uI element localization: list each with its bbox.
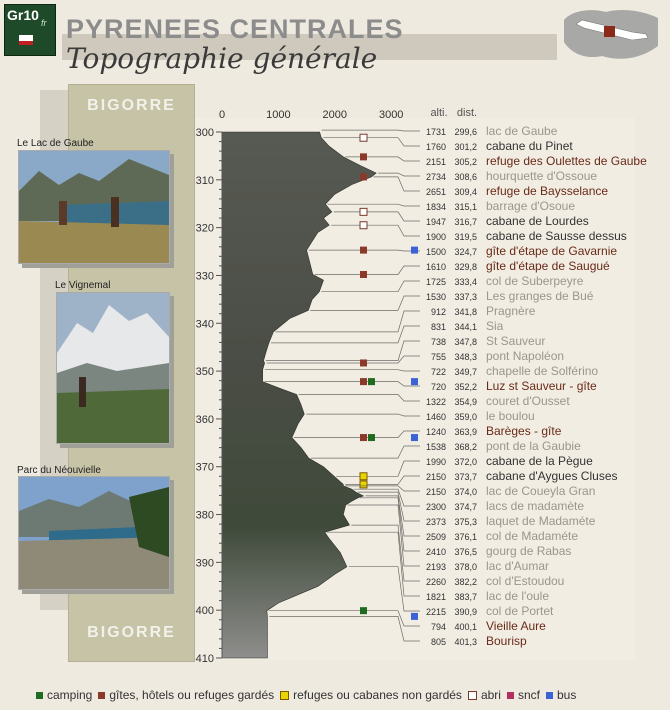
abri-marker	[360, 134, 367, 141]
y-tick-label: 370	[195, 461, 214, 474]
stop-distance: 378,0	[454, 562, 477, 572]
stop-altitude: 1460	[425, 412, 446, 422]
stop-distance: 363,9	[454, 427, 477, 437]
legend-label: abri	[480, 688, 501, 702]
stop-altitude: 1240	[425, 427, 446, 437]
photo-caption-vignemal: Le Vignemal	[55, 280, 111, 291]
legend-label: gîtes, hôtels ou refuges gardés	[109, 688, 275, 702]
stop-altitude: 755	[430, 352, 446, 362]
legend-label: refuges ou cabanes non gardés	[293, 688, 462, 702]
x-tick-label: 0	[218, 109, 226, 121]
stop-distance: 373,7	[454, 472, 477, 482]
stop-name: cabane de la Pègue	[486, 454, 593, 468]
gite-marker	[360, 378, 367, 385]
stop-name: le boulou	[486, 409, 535, 423]
stop-altitude: 1530	[425, 292, 446, 302]
abri-marker	[360, 222, 367, 229]
alt-column-header: alti.	[430, 107, 448, 119]
stop-name: hourquette d'Ossoue	[486, 169, 598, 183]
stop-altitude: 805	[430, 637, 446, 647]
stop-distance: 308,6	[454, 172, 477, 182]
stop-distance: 383,7	[454, 592, 477, 602]
sncf-legend-swatch	[507, 692, 514, 699]
stop-altitude: 2373	[425, 517, 446, 527]
abri-legend-swatch	[468, 691, 477, 700]
stop-name: laquet de Madaméte	[486, 514, 596, 528]
stop-distance: 348,3	[454, 352, 477, 362]
abri-marker	[360, 208, 367, 215]
stop-name: col d'Estoudou	[486, 574, 565, 588]
stop-name: couret d'Ousset	[486, 394, 570, 408]
stop-altitude: 2410	[425, 547, 446, 557]
bus-marker	[411, 613, 418, 620]
stop-altitude: 1990	[425, 457, 446, 467]
stop-distance: 333,4	[454, 277, 477, 287]
stop-distance: 319,5	[454, 232, 477, 242]
stop-distance: 301,2	[454, 142, 477, 152]
stop-distance: 368,2	[454, 442, 477, 452]
stop-name: refuge de Baysselance	[486, 184, 609, 198]
stop-name: gourg de Rabas	[486, 544, 572, 558]
stop-name: Luz st Sauveur - gîte	[486, 379, 597, 393]
stop-altitude: 1821	[425, 592, 446, 602]
stop-name: refuge des Oulettes de Gaube	[486, 154, 647, 168]
stop-name: lac de Gaube	[486, 124, 558, 138]
stop-name: barrage d'Osoue	[486, 199, 576, 213]
stop-distance: 400,1	[454, 622, 477, 632]
stop-name: Sia	[486, 319, 504, 333]
stop-distance: 354,9	[454, 397, 477, 407]
x-tick-label: 2000	[322, 109, 348, 121]
stop-altitude: 738	[430, 337, 446, 347]
stop-distance: 305,2	[454, 157, 477, 167]
refuge-non-garde-legend-swatch	[280, 691, 289, 700]
stop-name: Pragnère	[486, 304, 536, 318]
y-tick-label: 360	[195, 413, 214, 426]
stop-name: gîte d'étape de Gavarnie	[486, 244, 618, 258]
y-tick-label: 380	[195, 509, 214, 522]
stop-distance: 299,6	[454, 127, 477, 137]
gite-marker	[360, 434, 367, 441]
stop-name: Barèges - gîte	[486, 424, 562, 438]
camping-legend-swatch	[36, 692, 43, 699]
stop-altitude: 720	[430, 382, 446, 392]
page-subtitle: Topographie générale	[66, 42, 378, 75]
stop-name: col de Suberpeyre	[486, 274, 584, 288]
y-tick-label: 310	[195, 174, 214, 187]
region-label-bottom: BIGORRE	[87, 624, 176, 641]
stop-altitude: 1500	[425, 247, 446, 257]
stop-distance: 315,1	[454, 202, 477, 212]
stop-altitude: 2193	[425, 562, 446, 572]
stop-name: lac de l'oule	[486, 589, 549, 603]
stop-distance: 376,1	[454, 532, 477, 542]
stop-altitude: 1834	[425, 202, 446, 212]
logo-sub: fr	[41, 18, 47, 28]
photo-caption-neouvielle: Parc du Néouvielle	[17, 465, 101, 476]
stop-altitude: 794	[430, 622, 446, 632]
stop-altitude: 1725	[425, 277, 446, 287]
stop-distance: 374,0	[454, 487, 477, 497]
logo-text: Gr10	[7, 7, 39, 23]
stop-altitude: 1610	[425, 262, 446, 272]
stop-altitude: 2651	[425, 187, 446, 197]
stop-altitude: 1900	[425, 232, 446, 242]
stop-altitude: 831	[430, 322, 446, 332]
stop-name: cabane du Pinet	[486, 139, 573, 153]
stop-distance: 324,7	[454, 247, 477, 257]
stop-distance: 349,7	[454, 367, 477, 377]
stop-distance: 375,3	[454, 517, 477, 527]
legend	[30, 688, 576, 702]
stop-altitude: 2150	[425, 487, 446, 497]
stop-altitude: 1760	[425, 142, 446, 152]
stop-name: cabane de Sausse dessus	[486, 229, 627, 243]
dist-column-header: dist.	[456, 107, 478, 119]
stop-altitude: 1731	[425, 127, 446, 137]
stop-altitude: 2151	[425, 157, 446, 167]
y-tick-label: 330	[195, 270, 214, 283]
stop-altitude: 2734	[425, 172, 446, 182]
stop-name: Les granges de Bué	[486, 289, 594, 303]
y-tick-label: 400	[195, 605, 214, 618]
gite-marker	[360, 173, 367, 180]
stop-altitude: 2300	[425, 502, 446, 512]
stop-name: chapelle de Solférino	[486, 364, 599, 378]
y-tick-label: 410	[195, 653, 214, 665]
stop-distance: 376,5	[454, 547, 477, 557]
bus-marker	[411, 378, 418, 385]
y-tick-label: 340	[195, 318, 214, 331]
stop-distance: 309,4	[454, 187, 477, 197]
gite-marker	[360, 153, 367, 160]
y-tick-label: 350	[195, 366, 214, 379]
gite-legend-swatch	[98, 692, 105, 699]
stop-distance: 382,2	[454, 577, 477, 587]
stop-altitude: 912	[430, 307, 446, 317]
camping-marker	[368, 434, 375, 441]
gite-marker	[360, 247, 367, 254]
stop-name: col de Portet	[486, 604, 554, 618]
legend-label: bus	[556, 688, 577, 702]
stop-distance: 374,7	[454, 502, 477, 512]
stop-altitude: 1947	[425, 217, 446, 227]
stop-distance: 341,8	[454, 307, 477, 317]
legend-label: camping	[47, 688, 93, 702]
camping-marker	[368, 378, 375, 385]
stop-distance: 344,1	[454, 322, 477, 332]
x-tick-label: 3000	[378, 109, 404, 121]
legend-label: sncf	[517, 688, 540, 702]
stop-distance: 316,7	[454, 217, 477, 227]
stop-altitude: 2150	[425, 472, 446, 482]
stop-altitude: 2260	[425, 577, 446, 587]
stop-name: pont de la Gaubie	[486, 439, 581, 453]
bus-legend-swatch	[546, 692, 553, 699]
stop-name: col de Madaméte	[486, 529, 579, 543]
gite-marker	[360, 271, 367, 278]
stop-distance: 390,9	[454, 607, 477, 617]
stop-name: St Sauveur	[486, 334, 546, 348]
y-tick-label: 390	[195, 557, 214, 570]
refuge-non-garde-marker	[360, 481, 367, 488]
stop-name: cabane de Lourdes	[486, 214, 589, 228]
stop-altitude: 2215	[425, 607, 446, 617]
stop-altitude: 1322	[425, 397, 446, 407]
stop-distance: 401,3	[454, 637, 477, 647]
stop-name: lac d'Aumar	[486, 559, 549, 573]
stop-distance: 352,2	[454, 382, 477, 392]
stop-altitude: 2509	[425, 532, 446, 542]
bus-marker	[411, 247, 418, 254]
stop-name: pont Napoléon	[486, 349, 565, 363]
x-tick-label: 1000	[266, 109, 291, 121]
stop-name: cabane d'Aygues Cluses	[486, 469, 618, 483]
stop-altitude: 1538	[425, 442, 446, 452]
stop-distance: 359,0	[454, 412, 477, 422]
gite-marker	[360, 359, 367, 366]
region-label-top: BIGORRE	[87, 97, 176, 114]
stop-distance: 337,3	[454, 292, 477, 302]
stop-distance: 347,8	[454, 337, 477, 347]
stop-name: lacs de madamète	[486, 499, 585, 513]
y-tick-label: 320	[195, 222, 214, 235]
bus-marker	[411, 434, 418, 441]
stop-name: Vieille Aure	[486, 619, 546, 633]
stop-distance: 372,0	[454, 457, 477, 467]
camping-marker	[360, 607, 367, 614]
stop-name: lac de Coueyla Gran	[486, 484, 596, 498]
photo-caption-gaube: Le Lac de Gaube	[17, 138, 94, 149]
refuge-non-garde-marker	[360, 473, 367, 480]
page-title: PYRENEES CENTRALES	[66, 14, 404, 44]
stop-name: gîte d'étape de Saugué	[486, 259, 610, 273]
stop-distance: 329,8	[454, 262, 477, 272]
stop-altitude: 722	[430, 367, 446, 377]
y-tick-label: 300	[195, 127, 214, 139]
stop-name: Bourisp	[486, 634, 527, 648]
